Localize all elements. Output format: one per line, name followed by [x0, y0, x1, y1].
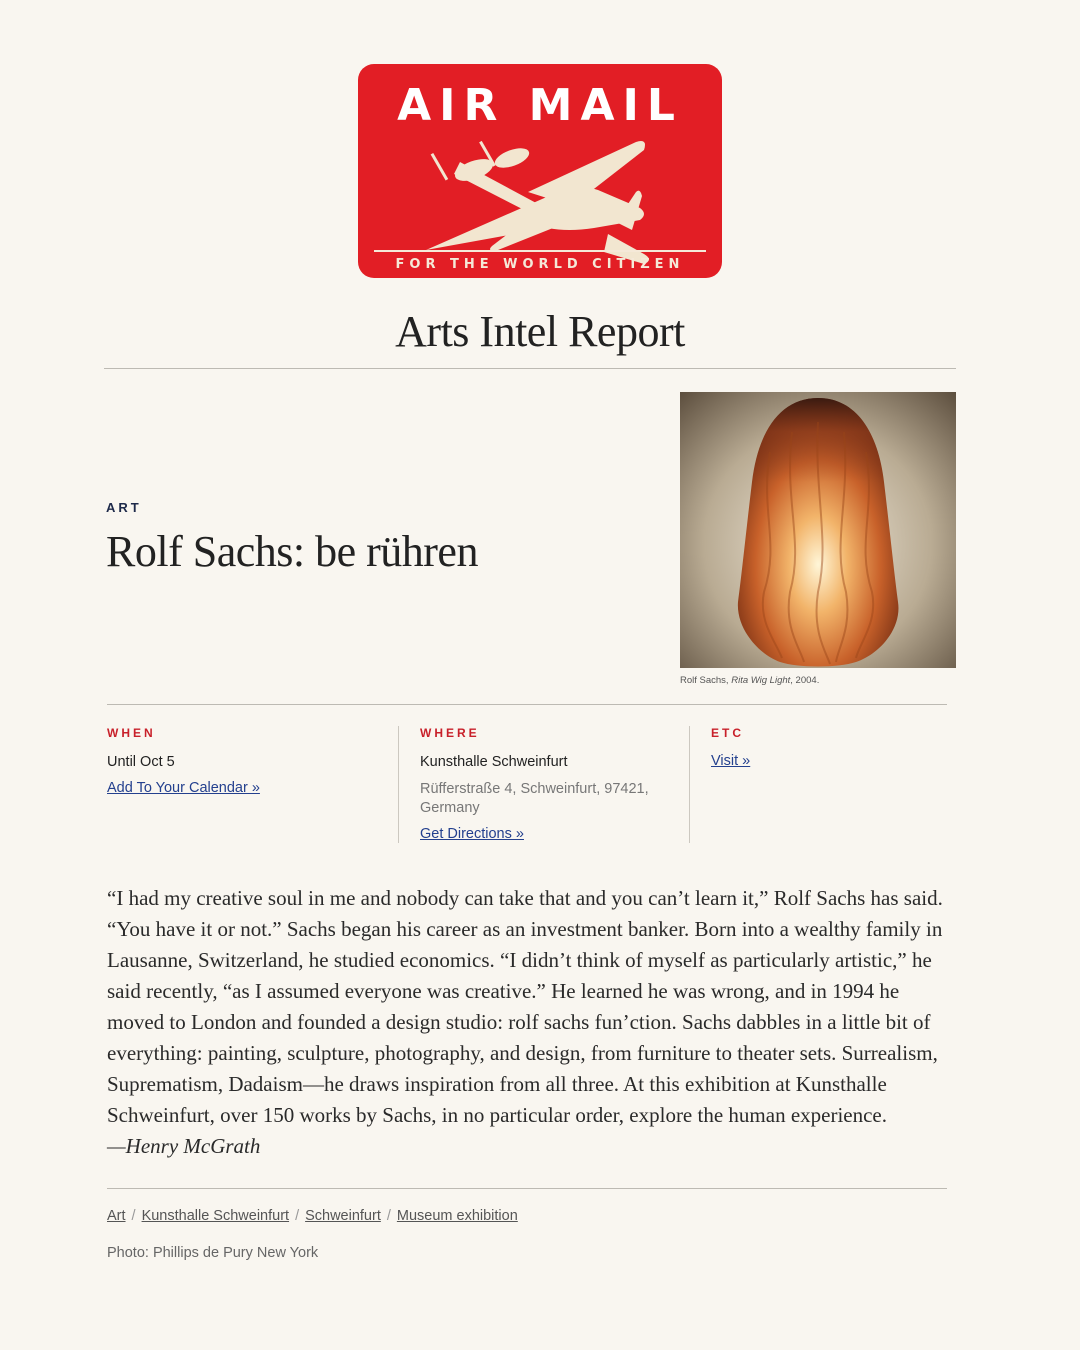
venue-address: Rüfferstraße 4, Schweinfurt, 97421, Germany	[420, 781, 649, 816]
when-value: Until Oct 5	[107, 754, 175, 770]
logo-tagline: FOR THE WORLD CITIZEN	[395, 257, 685, 272]
article-body	[107, 883, 957, 1162]
article-paragraph: “I had my creative soul in me and nobody can take that and you can’t learn it,” Rolf Sachs has said. “You have it or not.” Sachs began his career as an investment banker. Born into a wealthy family in Lausanne, Switzerland, he studied economics. “I didn’t think of myself as particularly artistic,” he said recently, “as I assumed everyone was creative.” He learned he was wrong, and in 1994 he moved to London and founded a design studio: rolf sachs fun’ction. Sachs dabbles in a little bit of everything: painting, sculpture, photography, and design, from furniture to theater sets. Surrealism, Suprematism, Dadaism—he draws inspiration from all three. At this exhibition at Kunsthalle Schweinfurt, over 150 works by Sachs, in no particular order, explore the human experience.	[107, 886, 943, 1127]
logo-title: AIR MAIL	[397, 80, 683, 131]
when-label: WHEN	[107, 726, 156, 740]
tag-separator: /	[386, 1208, 391, 1224]
article-byline: —Henry McGrath	[107, 1134, 261, 1158]
photo-credit: Photo: Phillips de Pury New York	[107, 1245, 319, 1261]
tag-separator: /	[131, 1208, 136, 1224]
etc-section	[711, 726, 941, 769]
when-section	[107, 726, 387, 796]
tag-link-schweinfurt[interactable]: Schweinfurt	[305, 1208, 381, 1224]
title-divider	[104, 368, 956, 369]
tag-link-kunsthalle[interactable]: Kunsthalle Schweinfurt	[141, 1208, 290, 1224]
artwork-photo[interactable]	[680, 392, 956, 668]
page-title: Arts Intel Report	[395, 307, 685, 356]
column-divider	[689, 726, 690, 843]
get-directions-link[interactable]: Get Directions »	[420, 826, 524, 842]
photo-caption: Rolf Sachs, Rita Wig Light, 2004.	[680, 675, 820, 686]
visit-link[interactable]: Visit »	[711, 753, 751, 769]
tag-link-museum-exhibition[interactable]: Museum exhibition	[396, 1208, 518, 1224]
tag-breadcrumb	[107, 1208, 518, 1224]
add-to-calendar-link[interactable]: Add To Your Calendar »	[107, 780, 260, 796]
where-section	[420, 726, 680, 842]
air-mail-logo[interactable]	[358, 64, 722, 278]
logo-divider	[374, 250, 706, 252]
tag-separator: /	[295, 1208, 300, 1224]
tag-link-art[interactable]: Art	[107, 1208, 126, 1224]
footer-divider	[107, 1188, 947, 1189]
where-label: WHERE	[420, 726, 480, 740]
etc-label: ETC	[711, 726, 744, 740]
venue-name: Kunsthalle Schweinfurt	[420, 754, 568, 770]
article-headline: Rolf Sachs: be rühren	[106, 527, 478, 576]
info-divider	[107, 704, 947, 705]
article-kicker: ART	[106, 500, 142, 515]
column-divider	[398, 726, 399, 843]
